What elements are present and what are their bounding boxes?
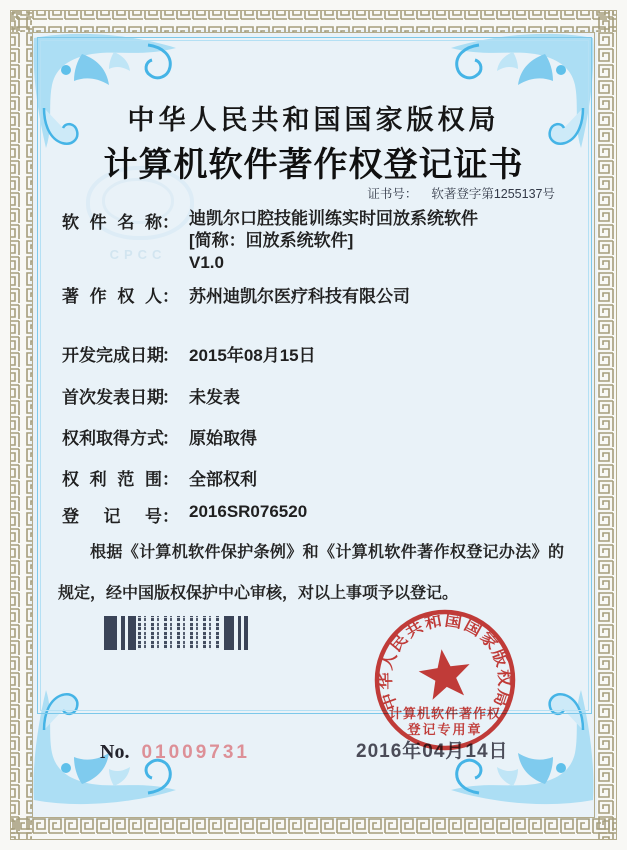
field-colon: ： bbox=[162, 429, 179, 448]
serial-number bbox=[100, 741, 250, 764]
field-registration-number bbox=[62, 502, 307, 527]
field-colon: ： bbox=[162, 346, 179, 365]
serial-prefix: No. bbox=[100, 741, 130, 763]
seal-ring-text: 中华人民共和国国家版权局 bbox=[377, 612, 513, 712]
field-rights-scope bbox=[62, 465, 257, 490]
field-colon: ： bbox=[162, 507, 179, 526]
certificate-number bbox=[367, 184, 555, 202]
issuing-authority: 中华人民共和国国家版权局 bbox=[127, 105, 500, 135]
field-value: 全部权利 bbox=[189, 470, 257, 489]
field-colon: ： bbox=[162, 388, 179, 407]
field-label: 登记号 bbox=[62, 507, 162, 526]
field-label: 权利范围 bbox=[62, 470, 162, 489]
stamp-date: 2016年04月14日 bbox=[356, 741, 509, 762]
field-label: 权利取得方式 bbox=[62, 429, 164, 448]
certificate-number-value: 软著登字第1255137号 bbox=[431, 187, 555, 201]
field-copyright-owner bbox=[62, 282, 410, 307]
field-dev-complete-date bbox=[62, 341, 316, 366]
software-version-line: V1.0 bbox=[189, 253, 224, 272]
seal-line2: 登记专用章 bbox=[407, 722, 483, 737]
field-rights-acquisition bbox=[62, 424, 257, 449]
field-label: 软件名称 bbox=[62, 213, 162, 232]
field-value: 原始取得 bbox=[189, 429, 257, 448]
seal-line1: 计算机软件著作权 bbox=[388, 706, 502, 721]
field-label: 开发完成日期 bbox=[62, 346, 164, 365]
serial-value: 01009731 bbox=[141, 742, 250, 763]
field-label: 首次发表日期 bbox=[62, 388, 164, 407]
barcode bbox=[104, 616, 256, 650]
software-shortname-line: [简称：回放系统软件] bbox=[189, 231, 354, 250]
field-software-name bbox=[62, 208, 478, 274]
official-seal bbox=[370, 608, 520, 758]
field-value: 2016SR076520 bbox=[189, 502, 308, 521]
seal-star-icon bbox=[416, 646, 474, 701]
field-value bbox=[189, 208, 478, 274]
field-value: 苏州迪凯尔医疗科技有限公司 bbox=[189, 287, 410, 306]
field-colon: ： bbox=[162, 470, 179, 489]
registration-statement: 根据《计算机软件保护条例》和《计算机软件著作权登记办法》的规定，经中国版权保护中心审核，对以上事项予以登记。 bbox=[58, 544, 564, 602]
field-first-publish-date bbox=[62, 383, 240, 408]
watermark-text: CPCC bbox=[109, 247, 167, 262]
certificate-number-label: 证书号： bbox=[367, 187, 418, 201]
field-colon: ： bbox=[162, 213, 179, 232]
certificate-title: 计算机软件著作权登记证书 bbox=[103, 147, 524, 184]
software-name-line: 迪凯尔口腔技能训练实时回放系统软件 bbox=[189, 209, 478, 228]
field-value: 2015年08月15日 bbox=[189, 346, 316, 365]
field-label: 著作权人 bbox=[62, 287, 162, 306]
field-colon: ： bbox=[162, 287, 179, 306]
field-value: 未发表 bbox=[189, 388, 240, 407]
